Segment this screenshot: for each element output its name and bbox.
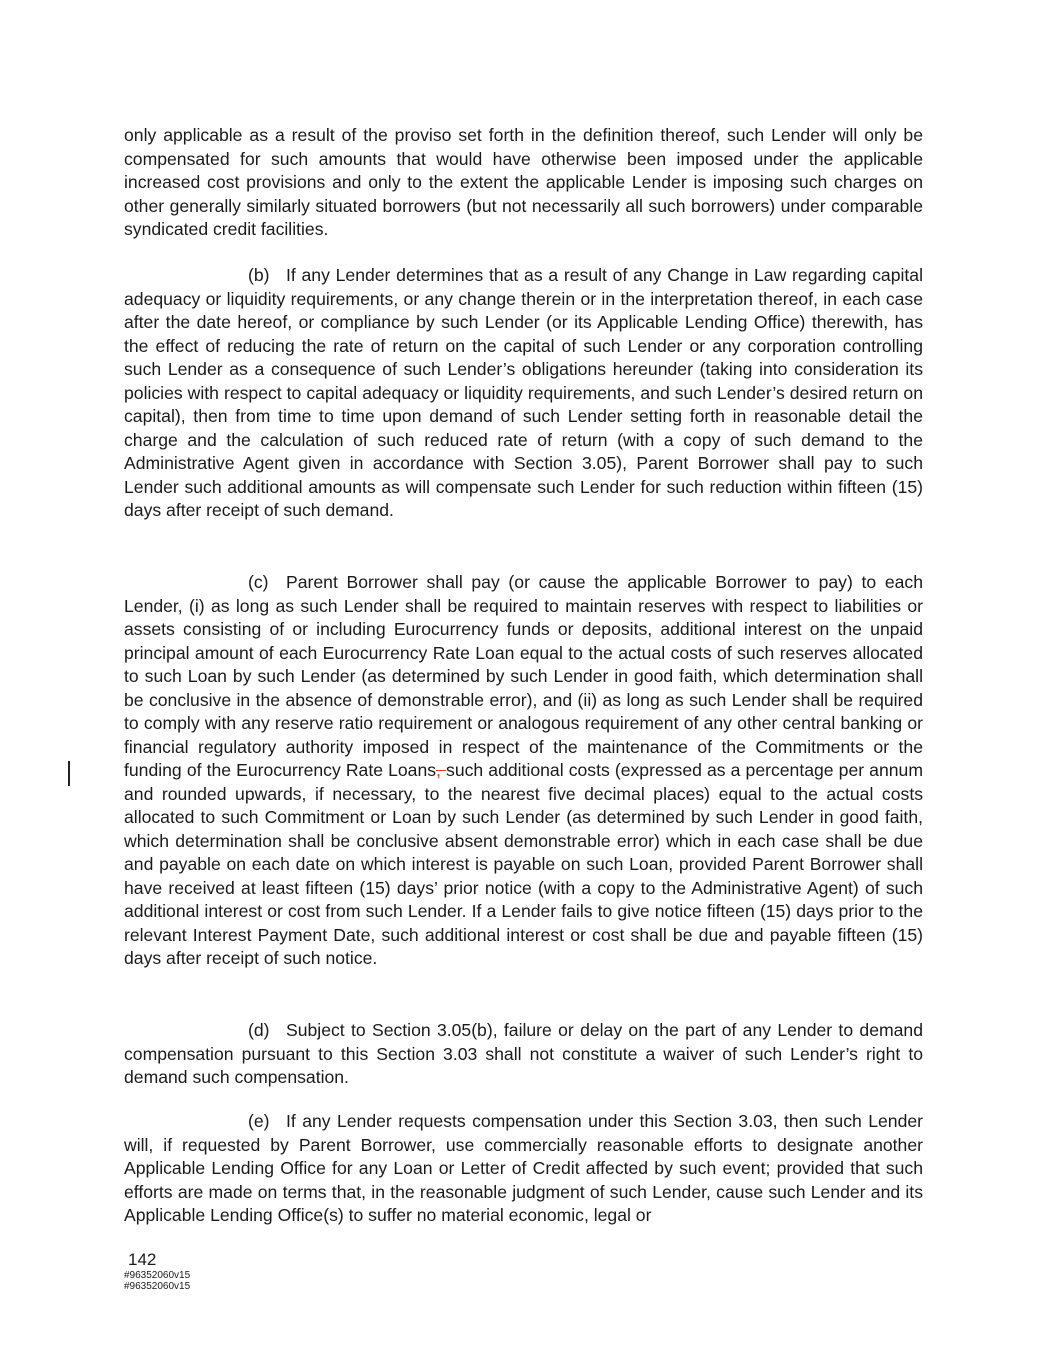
lead-paragraph	[124, 124, 923, 242]
paragraph-b	[124, 264, 923, 523]
paragraph-b-text: If any Lender determines that as a result of any Change in Law regarding capital adequacy or liquidity requirements, or any change therein or in the interpretation thereof, in each case after the date hereof, or compliance by such Lender (or its Applicable Lending Office) therewith, has the effect of reducing the rate of return on the capital of such Lender or any corporation controlling such Lender as a consequence of such Lender’s obligations hereunder (taking into consideration its policies with respect to capital adequacy or liquidity requirements, and such Lender’s desired return on capital), then from time to time upon demand of such Lender setting forth in reasonable detail the charge and the calculation of such reduced rate of return (with a copy of such demand to the Administrative Agent given in accordance with Section 3.05), Parent Borrower shall pay to such Lender such additional amounts as will compensate such Lender for such reduction within fifteen (15) days after receipt of such demand.	[124, 265, 923, 520]
deleted-comma-markup: ,	[436, 760, 447, 780]
revision-change-bar	[68, 761, 70, 786]
paragraph-c-text-after: such additional costs (expressed as a percentage per annum and rounded upwards, if necessary, to the nearest five decimal places) equal to the actual costs allocated to such Commitment or Loan by such Lender (as determined by such Lender in good faith, which determination shall be conclusive absent demonstrable error) which in each case shall be due and payable on each date on which interest is payable on such Loan, provided Parent Borrower shall have received at least fifteen (15) days’ prior notice (with a copy to the Administrative Agent) of such additional interest or cost from such Lender. If a Lender fails to give notice fifteen (15) days prior to the relevant Interest Payment Date, such additional interest or cost shall be due and payable fifteen (15) days after receipt of such notice.	[124, 760, 923, 968]
paragraph-d-text: Subject to Section 3.05(b), failure or delay on the part of any Lender to demand compensation pursuant to this Section 3.03 shall not constitute a waiver of such Lender’s right to demand such compensation.	[124, 1020, 923, 1087]
paragraph-c-text-before: Parent Borrower shall pay (or cause the applicable Borrower to pay) to each Lender, (i) as long as such Lender shall be required to maintain reserves with respect to liabilities or assets consisting of or including Eurocurrency funds or deposits, additional interest on the unpaid principal amount of each Eurocurrency Rate Loan equal to the actual costs of such reserves allocated to such Loan by such Lender (as determined by such Lender in good faith, which determination shall be conclusive in the absence of demonstrable error), and (ii) as long as such Lender shall be required to comply with any reserve ratio requirement or analogous requirement of any other central banking or financial regulatory authority imposed in respect of the maintenance of the Commitments or the funding of the Eurocurrency Rate Loans	[124, 572, 923, 780]
lead-paragraph-text: only applicable as a result of the proviso set forth in the definition thereof, such Lender will only be compensated for such amounts that would have otherwise been imposed under the applicable increased cost provisions and only to the extent the applicable Lender is imposing such charges on other generally similarly situated borrowers (but not necessarily all such borrowers) under comparable syndicated credit facilities.	[124, 125, 923, 239]
paragraph-b-label: (b)	[248, 265, 270, 285]
paragraph-e	[124, 1110, 923, 1228]
page-footer	[124, 1250, 190, 1292]
paragraph-e-label: (e)	[248, 1111, 270, 1131]
document-id: #96352060v15	[124, 1270, 191, 1281]
paragraph-d	[124, 1019, 923, 1090]
paragraph-e-text: If any Lender requests compensation under this Section 3.03, then such Lender will, if requested by Parent Borrower, use commercially reasonable efforts to designate another Applicable Lending Office for any Loan or Letter of Credit affected by such event; provided that such efforts are made on terms that, in the reasonable judgment of such Lender, cause such Lender and its Applicable Lending Office(s) to suffer no material economic, legal or	[124, 1111, 923, 1225]
paragraph-c-label: (c)	[248, 572, 269, 592]
paragraph-d-label: (d)	[248, 1020, 270, 1040]
document-id-duplicate: #96352060v15	[124, 1281, 191, 1292]
paragraph-c	[124, 571, 923, 971]
page-number: 142	[128, 1250, 157, 1269]
